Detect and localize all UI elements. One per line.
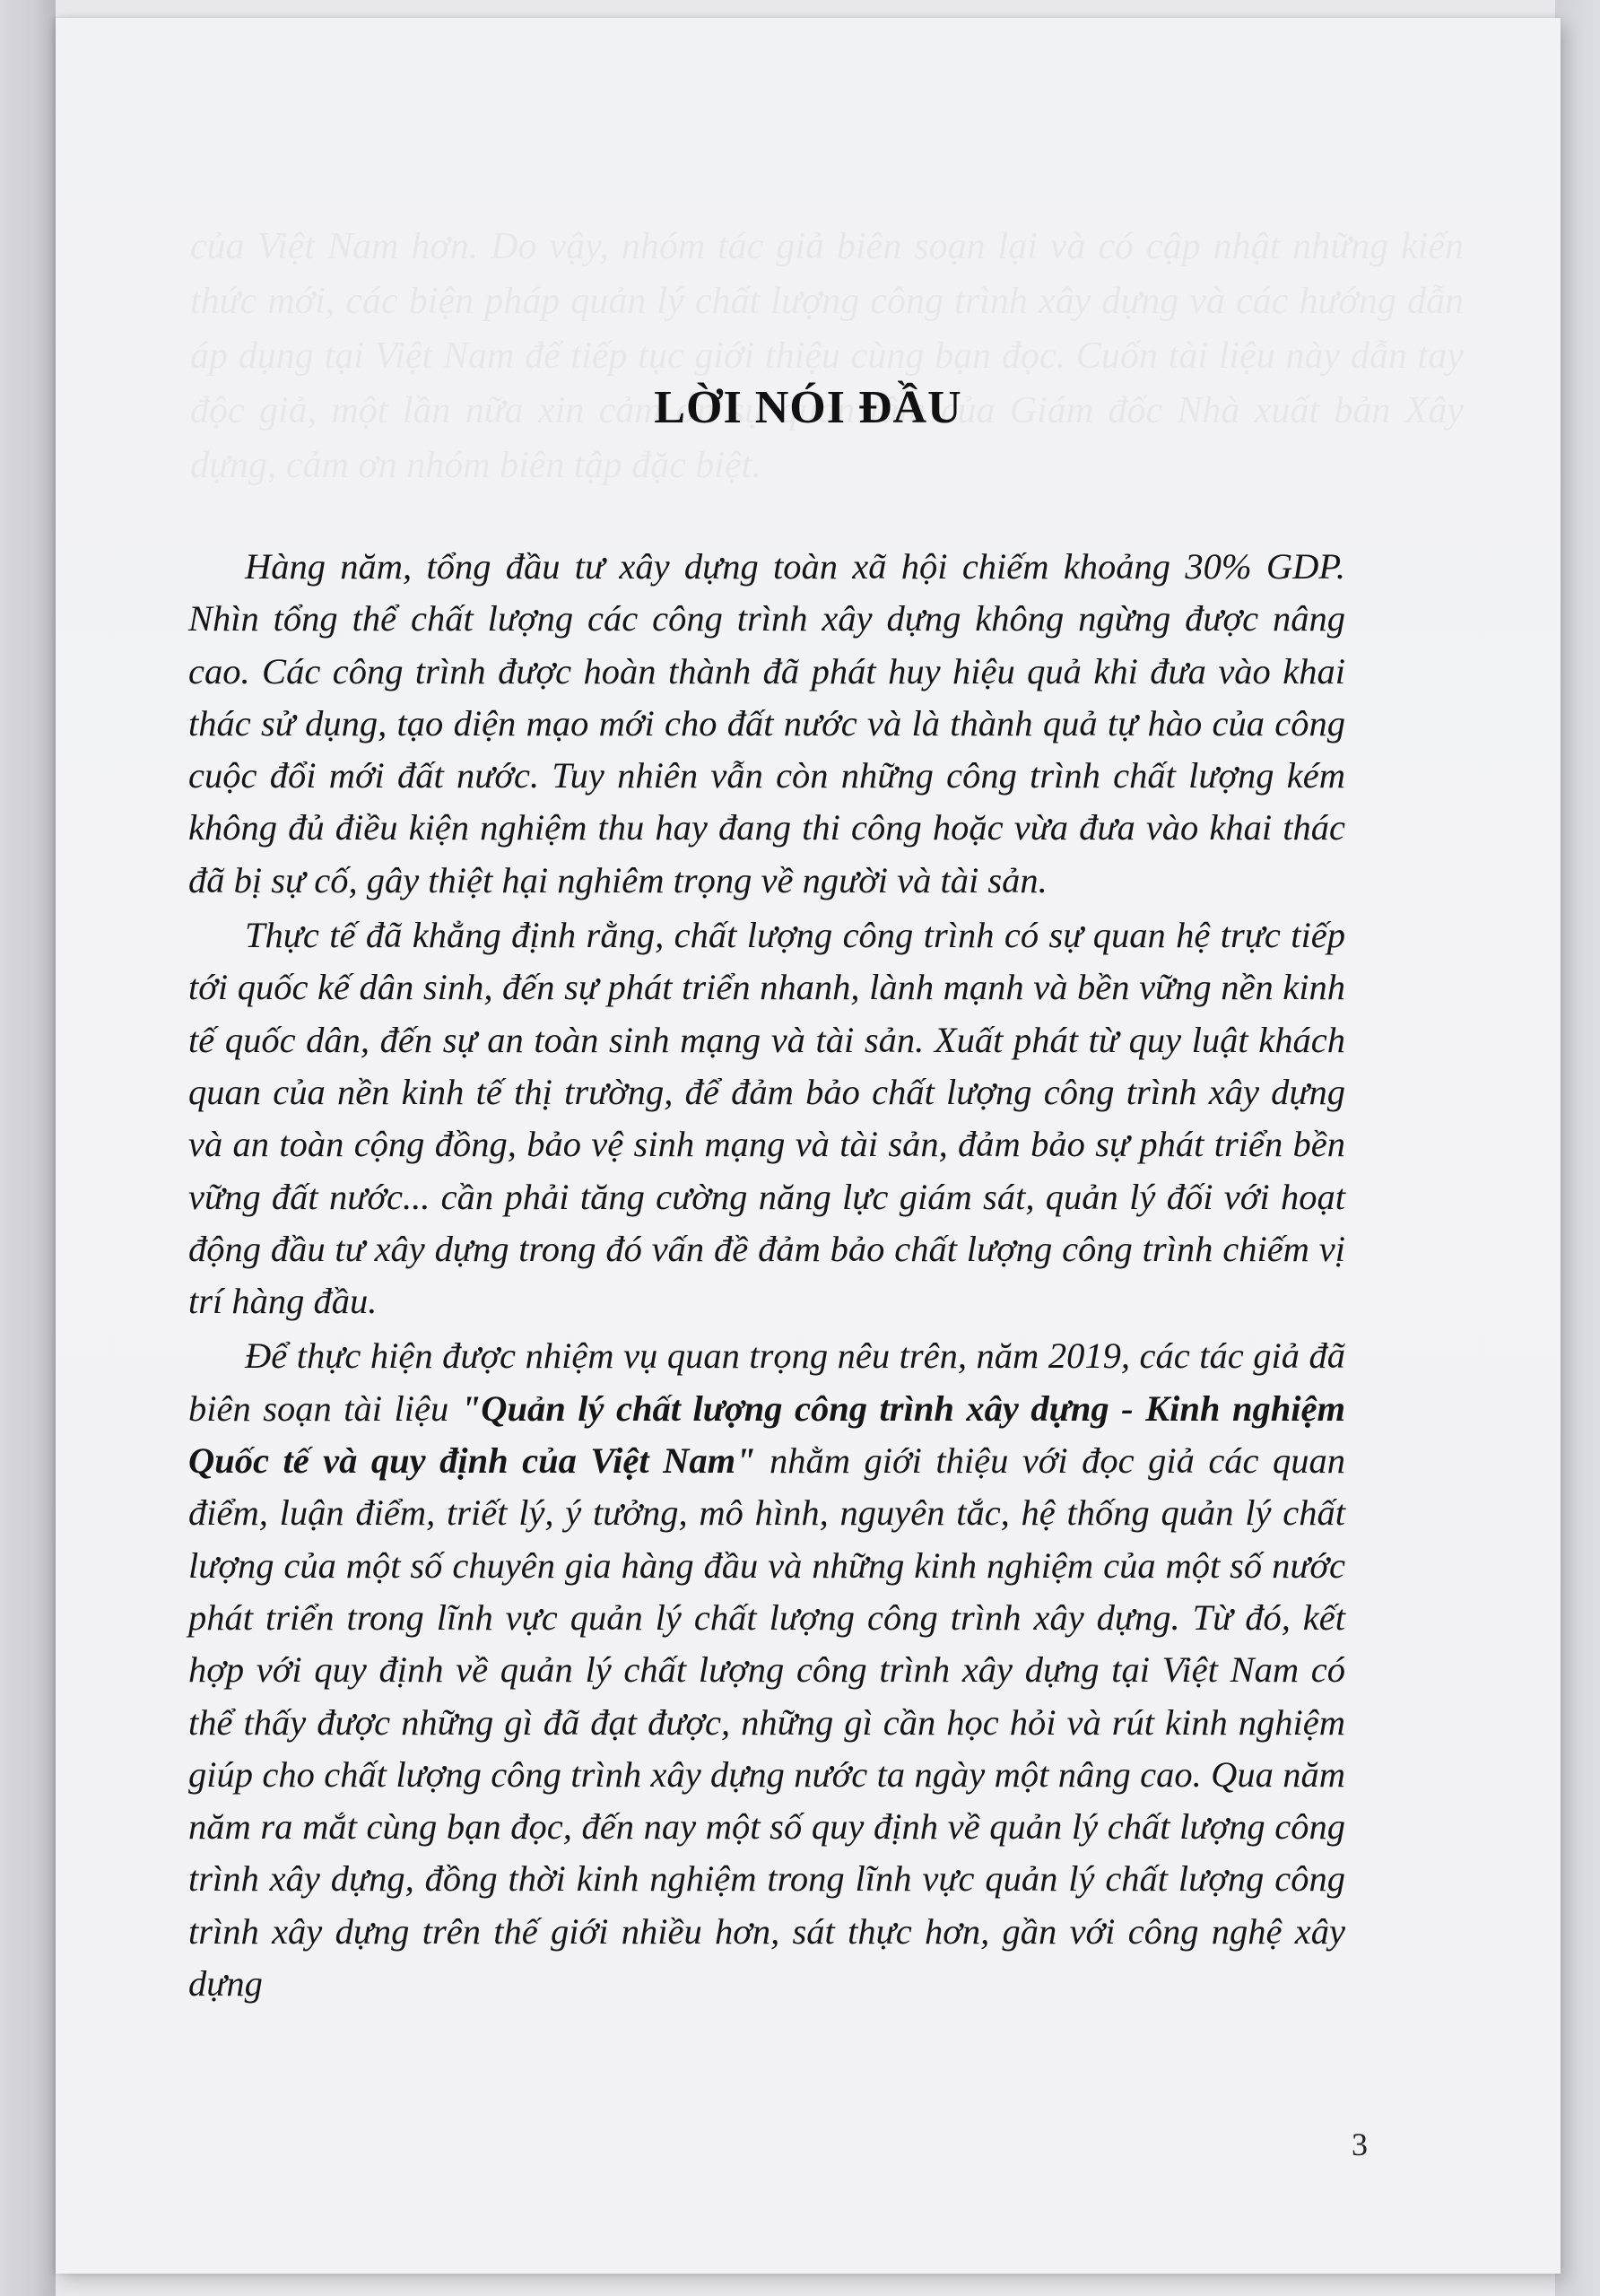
paragraph-3-before: Để thực hiện được nhiệm vụ quan trọng nêu trên, năm 2019, các tác giả đã biên soạn tài liệu: [188, 1335, 1345, 1429]
page-number: 3: [1352, 2126, 1368, 2162]
paragraph-3-after: nhằm giới thiệu với đọc giả các quan điểm, luận điểm, triết lý, ý tưởng, mô hình, nguyên tắc, hệ thống quản lý chất lượng của một số chuyên gia hàng đầu và những kinh nghiệm của một số nước phát triển trong lĩnh vực quản lý chất lượng công trình xây dựng. Từ đó, kết hợp với quy định về quản lý chất lượng công trình xây dựng tại Việt Nam có thể thấy được những gì đã đạt được, những gì cần học hỏi và rút kinh nghiệm giúp cho chất lượng công trình xây dựng nước ta ngày một nâng cao. Qua năm năm ra mắt cùng bạn đọc, đến nay một số quy định về quản lý chất lượng công trình xây dựng, đồng thời kinh nghiệm trong lĩnh vực quản lý chất lượng công trình xây dựng trên thế giới nhiều hơn, sát thực hơn, gần với công nghệ xây dựng: [188, 1440, 1345, 2005]
paragraph-3: [188, 1330, 1345, 2010]
book-page: [56, 18, 1561, 2274]
paragraph-2: Thực tế đã khẳng định rằng, chất lượng công trình có sự quan hệ trực tiếp tới quốc kế dân sinh, đến sự phát triển nhanh, lành mạnh và bền vững nền kinh tế quốc dân, đến sự an toàn sinh mạng và tài sản. Xuất phát từ quy luật khách quan của nền kinh tế thị trường, để đảm bảo chất lượng công trình xây dựng và an toàn cộng đồng, bảo vệ sinh mạng và tài sản, đảm bảo sự phát triển bền vững đất nước... cần phải tăng cường năng lực giám sát, quản lý đối với hoạt động đầu tư xây dựng trong đó vấn đề đảm bảo chất lượng công trình chiếm vị trí hàng đầu.: [188, 915, 1345, 1322]
book-title: "Quản lý chất lượng công trình xây dựng - Kinh nghiệm Quốc tế và quy định của Việt Nam": [188, 1387, 1345, 1482]
paragraph-1: Hàng năm, tổng đầu tư xây dựng toàn xã hội chiếm khoảng 30% GDP. Nhìn tổng thể chất lượng các công trình xây dựng không ngừng được nâng cao. Các công trình được hoàn thành đã phát huy hiệu quả khi đưa vào khai thác sử dụng, tạo diện mạo mới cho đất nước và là thành quả tự hào của công cuộc đổi mới đất nước. Tuy nhiên vẫn còn những công trình chất lượng kém không đủ điều kiện nghiệm thu hay đang thi công hoặc vừa đưa vào khai thác đã bị sự cố, gây thiệt hại nghiêm trọng về người và tài sản.: [188, 546, 1345, 900]
background-left: [0, 0, 56, 2296]
body-text: [188, 541, 1345, 2013]
page-title: LỜI NÓI ĐẦU: [654, 382, 962, 433]
background-right: [1555, 0, 1600, 2296]
bleed-through-text: [190, 220, 1464, 493]
